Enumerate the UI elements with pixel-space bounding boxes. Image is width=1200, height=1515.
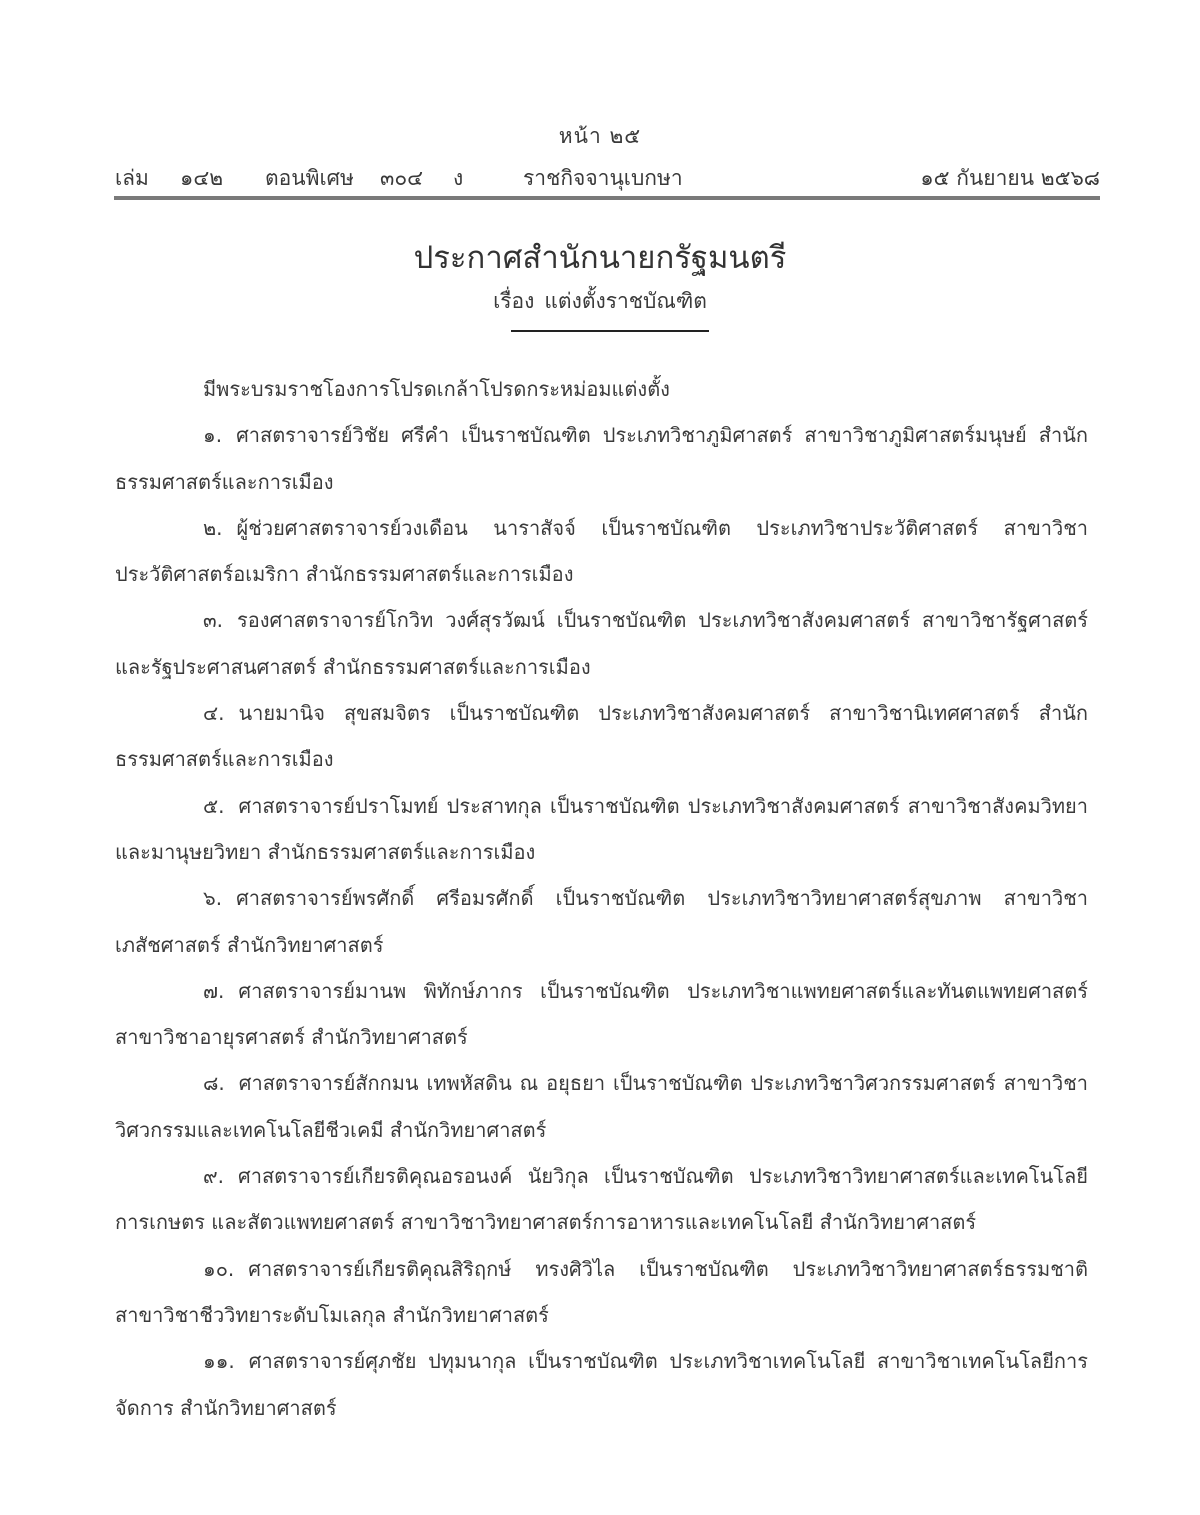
item-number: ๗.: [203, 978, 225, 1003]
item-text: รองศาสตราจารย์โกวิท วงศ์สุรวัฒน์ เป็นราชบัณฑิต ประเภทวิชาสังคมศาสตร์ สาขาวิชารัฐศาสตร์และรัฐประศาสนศาสตร์ สำนักธรรมศาสตร์และการเมือง: [115, 608, 1088, 679]
gazette-header: [115, 162, 1100, 190]
issue-number: ๓๐๔: [380, 166, 424, 190]
appointment-item: [115, 597, 1088, 690]
publication-date: ๑๕ กันยายน ๒๕๖๘: [920, 166, 1100, 190]
header-divider: [114, 196, 1100, 200]
item-text: นายมานิจ สุขสมจิตร เป็นราชบัณฑิต ประเภทวิชาสังคมศาสตร์ สาขาวิชานิเทศศาสตร์ สำนักธรรมศาสตร์และการเมือง: [115, 701, 1088, 772]
section-letter: ง: [453, 166, 464, 190]
subject-text: แต่งตั้งราชบัณฑิต: [544, 289, 707, 313]
item-number: ๑๐.: [203, 1256, 235, 1281]
volume-label: เล่ม: [115, 166, 149, 190]
title-divider: [511, 330, 709, 332]
appointment-item: [115, 968, 1088, 1061]
appointment-item: [115, 1153, 1088, 1246]
item-number: ๙.: [203, 1164, 225, 1189]
item-text: ศาสตราจารย์ศุภชัย ปทุมนากุล เป็นราชบัณฑิต ประเภทวิชาเทคโนโลยี สาขาวิชาเทคโนโลยีการจัดการ สำนักวิทยาศาสตร์: [115, 1349, 1088, 1420]
subject-label: เรื่อง: [493, 289, 535, 313]
item-text: ศาสตราจารย์มานพ พิทักษ์ภากร เป็นราชบัณฑิต ประเภทวิชาแพทยศาสตร์และทันตแพทยศาสตร์ สาขาวิชาอายุรศาสตร์ สำนักวิทยาศาสตร์: [115, 978, 1088, 1050]
issue-label: ตอนพิเศษ: [265, 166, 354, 190]
appointment-item: [115, 875, 1088, 968]
appointment-item: [115, 1246, 1088, 1339]
item-number: ๘.: [203, 1071, 225, 1096]
document-subject: [0, 285, 1200, 318]
item-text: ศาสตราจารย์สักกมน เทพหัสดิน ณ อยุธยา เป็นราชบัณฑิต ประเภทวิชาวิศวกรรมศาสตร์ สาขาวิชาวิศวกรรมและเทคโนโลยีชีวเคมี สำนักวิทยาศาสตร์: [115, 1071, 1088, 1142]
item-number: ๑๑.: [203, 1349, 235, 1374]
appointment-item: [115, 1338, 1088, 1431]
item-text: ผู้ช่วยศาสตราจารย์วงเดือน นาราสัจจ์ เป็นราชบัณฑิต ประเภทวิชาประวัติศาสตร์ สาขาวิชาประวัติศาสตร์อเมริกา สำนักธรรมศาสตร์และการเมือง: [115, 515, 1088, 587]
item-text: ศาสตราจารย์เกียรติคุณอรอนงค์ นัยวิกุล เป็นราชบัณฑิต ประเภทวิชาวิทยาศาสตร์และเทคโนโลยีการเกษตร และสัตวแพทยศาสตร์ สาขาวิชาวิทยาศาสตร์การอาหารและเทคโนโลยี สำนักวิทยาศาสตร์: [115, 1164, 1088, 1235]
document-body: [115, 366, 1088, 1431]
appointment-item: [115, 1060, 1088, 1153]
document-title: ประกาศสำนักนายกรัฐมนตรี: [413, 240, 787, 276]
item-number: ๒.: [203, 515, 223, 540]
appointment-item: [115, 783, 1088, 876]
item-number: ๔.: [203, 701, 225, 726]
appointment-item: [115, 412, 1088, 505]
page-number: หน้า ๒๕: [558, 124, 642, 148]
item-number: ๑.: [203, 423, 223, 448]
item-number: ๕.: [203, 793, 225, 818]
item-text: ศาสตราจารย์ปราโมทย์ ประสาทกุล เป็นราชบัณฑิต ประเภทวิชาสังคมศาสตร์ สาขาวิชาสังคมวิทยาและมานุษยวิทยา สำนักธรรมศาสตร์และการเมือง: [115, 793, 1088, 864]
volume-number: ๑๔๒: [180, 166, 224, 190]
item-number: ๖.: [203, 886, 223, 911]
item-text: ศาสตราจารย์วิชัย ศรีคำ เป็นราชบัณฑิต ประเภทวิชาภูมิศาสตร์ สาขาวิชาภูมิศาสตร์มนุษย์ สำนักธรรมศาสตร์และการเมือง: [115, 423, 1088, 494]
gazette-name: ราชกิจจานุเบกษา: [523, 166, 683, 190]
appointment-item: [115, 690, 1088, 783]
intro-paragraph: มีพระบรมราชโองการโปรดเกล้าโปรดกระหม่อมแต่งตั้ง: [203, 377, 670, 401]
item-text: ศาสตราจารย์เกียรติคุณสิริฤกษ์ ทรงศิวิไล เป็นราชบัณฑิต ประเภทวิชาวิทยาศาสตร์ธรรมชาติ สาขาวิชาชีววิทยาระดับโมเลกุล สำนักวิทยาศาสตร์: [115, 1256, 1088, 1327]
item-number: ๓.: [203, 608, 224, 633]
appointment-item: [115, 505, 1088, 598]
item-text: ศาสตราจารย์พรศักดิ์ ศรีอมรศักดิ์ เป็นราชบัณฑิต ประเภทวิชาวิทยาศาสตร์สุขภาพ สาขาวิชาเภสัชศาสตร์ สำนักวิทยาศาสตร์: [115, 886, 1088, 957]
